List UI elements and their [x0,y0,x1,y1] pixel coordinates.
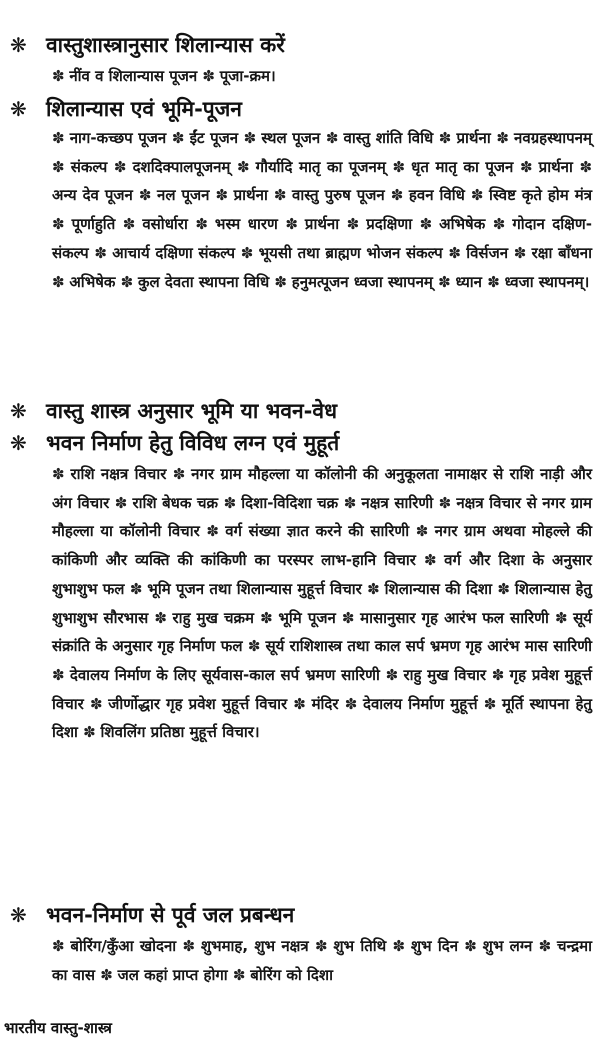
asterisk-bullet-icon: ✽ [120,272,139,291]
list-item: अन्य देव पूजन [52,186,133,205]
list-item: गौर्यादि मातृ का पूजनम् [255,157,386,176]
list-item: स्विष्ट कृते होम मंत्र [489,186,592,205]
list-item: राहु मुख विचार [403,665,487,684]
asterisk-bullet-icon: ✽ [487,272,505,291]
page-footer: भारतीय वास्तु-शास्त्र [4,1019,112,1037]
floral-bullet-icon: ❋ [10,399,27,423]
asterisk-bullet-icon: ✽ [206,522,226,541]
section-title: भवन-निर्माण से पूर्व जल प्रबन्धन [46,903,295,927]
asterisk-bullet-icon: ✽ [52,665,70,684]
asterisk-bullet-icon: ✽ [343,493,362,512]
asterisk-bullet-icon: ✽ [492,215,513,234]
list-item: वर्ग और दिशा के अनुसार शुभाशुभ फल [52,551,592,598]
list-item: भस्म धारण [214,215,278,234]
asterisk-bullet-icon: ✽ [202,67,220,85]
section-title: वास्तुशास्त्रानुसार शिलान्यास करें [46,33,285,57]
asterisk-bullet-icon: ✽ [554,608,574,627]
list-item: वास्तु शांति विधि [343,129,434,147]
list-item: राहु मुख चक्रम [172,608,254,627]
asterisk-bullet-icon: ✽ [154,608,173,627]
asterisk-bullet-icon: ✽ [52,465,71,483]
list-item: नगर ग्राम अथवा मोहल्ले की कांकिणी और व्यक्ति की कांकिणी का परस्पर लाभ-हानि विचार [52,522,592,570]
list-item: धृत मातृ का पूजन [411,157,514,176]
asterisk-bullet-icon: ✽ [171,129,190,147]
list-item: वसोर्धारा [142,215,188,234]
section-heading-3 [10,394,337,428]
asterisk-bullet-icon: ✽ [138,186,158,205]
asterisk-bullet-icon: ✽ [470,186,490,205]
asterisk-bullet-icon: ✽ [113,157,133,176]
list-item: संकल्प [70,157,108,176]
list-item: नवग्रहस्थापनम् [514,129,592,147]
list-item: देवालय निर्माण मुहूर्त्त [362,694,478,713]
asterisk-bullet-icon: ✽ [491,665,510,684]
asterisk-bullet-icon: ✽ [392,937,411,955]
asterisk-bullet-icon: ✽ [100,965,118,984]
list-item: वास्तु पुरुष पूजन [292,186,385,205]
asterisk-bullet-icon: ✽ [513,243,532,262]
section-title: भवन निर्माण हेतु विविध लग्न एवं मुहूर्त [46,431,340,455]
list-item: मूर्ति स्थापना हेतु दिशा [52,694,592,742]
list-item: चन्द्रमा का वास [52,937,592,984]
floral-bullet-icon: ❋ [10,33,27,57]
list-item: सूर्य राशिशास्त्र तथा काल सर्प भ्रमण गृह आरंभ मास सारिणी [265,637,592,656]
asterisk-bullet-icon: ✽ [236,157,256,176]
list-item: जल कहां प्राप्त होगा [117,965,228,984]
list-item: प्रदक्षिणा [366,215,413,234]
section-body-2 [52,124,592,296]
asterisk-bullet-icon: ✽ [182,937,201,955]
section-body-5 [52,932,592,989]
list-item: भूमि पूजन [278,608,336,627]
asterisk-bullet-icon: ✽ [215,186,234,205]
asterisk-bullet-icon: ✽ [52,272,70,291]
asterisk-bullet-icon: ✽ [415,522,435,541]
list-item: शुभ तिथि [333,937,387,955]
asterisk-bullet-icon: ✽ [385,665,404,684]
asterisk-bullet-icon: ✽ [293,694,312,713]
asterisk-bullet-icon: ✽ [285,215,305,234]
asterisk-bullet-icon: ✽ [325,129,344,147]
asterisk-bullet-icon: ✽ [172,465,192,483]
list-item: प्रार्थना [456,129,491,147]
asterisk-bullet-icon: ✽ [52,67,70,85]
list-item: पूर्णाहुति [71,215,116,234]
list-item: शिलान्यास हेतु शुभाशुभ सौरभास [52,579,592,627]
asterisk-bullet-icon: ✽ [390,186,409,205]
list-item: बोरिंग/कुँआ खोदना [70,937,177,955]
asterisk-bullet-icon: ✽ [195,215,215,234]
list-item: स्थल पूजन [261,129,321,147]
asterisk-bullet-icon: ✽ [483,694,503,713]
asterisk-bullet-icon: ✽ [240,243,259,262]
asterisk-bullet-icon: ✽ [94,243,113,262]
list-item: नाग-कच्छप पूजन [69,129,167,147]
list-item: देवालय निर्माण के लिए सूर्यवास-काल सर्प भ्रमण सारिणी [69,665,380,684]
section-heading-4 [10,426,339,460]
asterisk-bullet-icon: ✽ [341,608,361,627]
list-item: प्रार्थना [233,186,268,205]
asterisk-bullet-icon: ✽ [52,157,71,176]
asterisk-bullet-icon: ✽ [129,579,148,598]
asterisk-bullet-icon: ✽ [538,937,557,955]
list-item: कुल देवता स्थापना विधि [138,272,270,291]
floral-bullet-icon: ❋ [10,431,27,455]
asterisk-bullet-icon: ✽ [247,637,266,656]
asterisk-bullet-icon: ✽ [448,243,467,262]
list-item: नक्षत्र सारिणी [361,493,434,512]
asterisk-bullet-icon: ✽ [83,723,101,742]
floral-bullet-icon: ❋ [10,97,27,121]
list-item: वर्ग संख्या ज्ञात करने की सारिणी [225,522,410,541]
asterisk-bullet-icon: ✽ [419,215,440,234]
asterisk-bullet-icon: ✽ [114,493,133,512]
list-item: पूजा-क्रम। [219,67,276,85]
list-item: नगर ग्राम मौहल्ला या कॉलोनी की अनुकूलता नामाक्षर से राशि नाड़ी और अंग विचार [52,465,593,512]
list-item: शिवलिंग प्रतिष्ठा मुहूर्त्त विचार। [100,723,260,742]
section-body-4 [52,460,592,747]
list-item: राशि बेधक चक्र [132,493,219,512]
list-item: सूर्य संक्रांति के अनुसार गृह निर्माण फल [52,608,593,656]
list-item: नल पूजन [157,186,210,205]
asterisk-bullet-icon: ✽ [392,157,412,176]
asterisk-bullet-icon: ✽ [122,215,143,234]
asterisk-bullet-icon: ✽ [223,493,242,512]
asterisk-bullet-icon: ✽ [52,129,70,147]
asterisk-bullet-icon: ✽ [496,129,515,147]
list-item: दशदिक्पालपूजनम् [132,157,231,176]
asterisk-bullet-icon: ✽ [52,937,71,955]
list-item: नींव व शिलान्यास पूजन [69,67,198,85]
section-heading-5 [10,898,294,932]
list-item: मंदिर [311,694,339,713]
asterisk-bullet-icon: ✽ [438,129,457,147]
asterisk-bullet-icon: ✽ [497,579,515,598]
section-title: वास्तु शास्त्र अनुसार भूमि या भवन-वेध [46,399,337,423]
list-item: मासानुसार गृह आरंभ फल सारिणी [360,608,549,627]
list-item: ईंट पूजन [189,129,239,147]
list-item: शुभ दिन [410,937,459,955]
list-item: अभिषेक [69,272,116,291]
asterisk-bullet-icon: ✽ [243,129,262,147]
list-item: गोदान दक्षिण-संकल्प [52,215,592,262]
list-item: प्रार्थना [304,215,340,234]
asterisk-bullet-icon: ✽ [89,694,109,713]
list-item: जीर्णोद्धार गृह प्रवेश मुहूर्त्त विचार [108,694,288,713]
list-item: ध्यान [455,272,483,291]
list-item: आचार्य दक्षिणा संकल्प [112,243,236,262]
asterisk-bullet-icon: ✽ [260,608,279,627]
list-item: राशि नक्षत्र विचार [70,465,167,483]
asterisk-bullet-icon: ✽ [438,272,456,291]
asterisk-bullet-icon: ✽ [367,579,385,598]
list-item: अभिषेक [439,215,486,234]
list-item: भूमि पूजन तथा शिलान्यास मुहूर्त्त विचार [147,579,362,598]
asterisk-bullet-icon: ✽ [232,965,251,984]
list-item: दिशा-विदिशा चक्र [241,493,339,512]
asterisk-bullet-icon: ✽ [519,157,539,176]
list-item: शुभ लग्न [482,937,533,955]
list-item: रक्षा बाँधना [531,243,592,262]
section-title: शिलान्यास एवं भूमि-पूजन [46,97,242,121]
asterisk-bullet-icon: ✽ [273,186,292,205]
section-heading-1 [10,28,285,62]
asterisk-bullet-icon: ✽ [579,157,593,176]
list-item: शुभमाह, शुभ नक्षत्र [200,937,309,955]
asterisk-bullet-icon: ✽ [423,551,445,570]
list-item: शिलान्यास की दिशा [384,579,492,598]
list-item: हनुमत्पूजन ध्वजा स्थापनम् [291,272,433,291]
asterisk-bullet-icon: ✽ [344,694,363,713]
list-item: नक्षत्र विचार से नगर ग्राम मौहल्ला या कॉलोनी विचार [52,493,593,541]
asterisk-bullet-icon: ✽ [274,272,292,291]
asterisk-bullet-icon: ✽ [314,937,334,955]
floral-bullet-icon: ❋ [10,903,27,927]
asterisk-bullet-icon: ✽ [438,493,457,512]
asterisk-bullet-icon: ✽ [52,215,72,234]
section-body-1 [52,62,592,91]
list-item: गृह प्रवेश मुहूर्त्त विचार [52,665,592,713]
asterisk-bullet-icon: ✽ [346,215,367,234]
list-item: ध्वजा स्थापनम्। [504,272,590,291]
list-item: विर्सजन [466,243,509,262]
section-heading-2 [10,92,242,126]
asterisk-bullet-icon: ✽ [464,937,483,955]
list-item: प्रार्थना [538,157,573,176]
list-item: हवन विधि [408,186,465,205]
list-item: भूयसी तथा ब्राह्मण भोजन संकल्प [258,243,443,262]
list-item: बोरिंग को दिशा [250,965,333,984]
